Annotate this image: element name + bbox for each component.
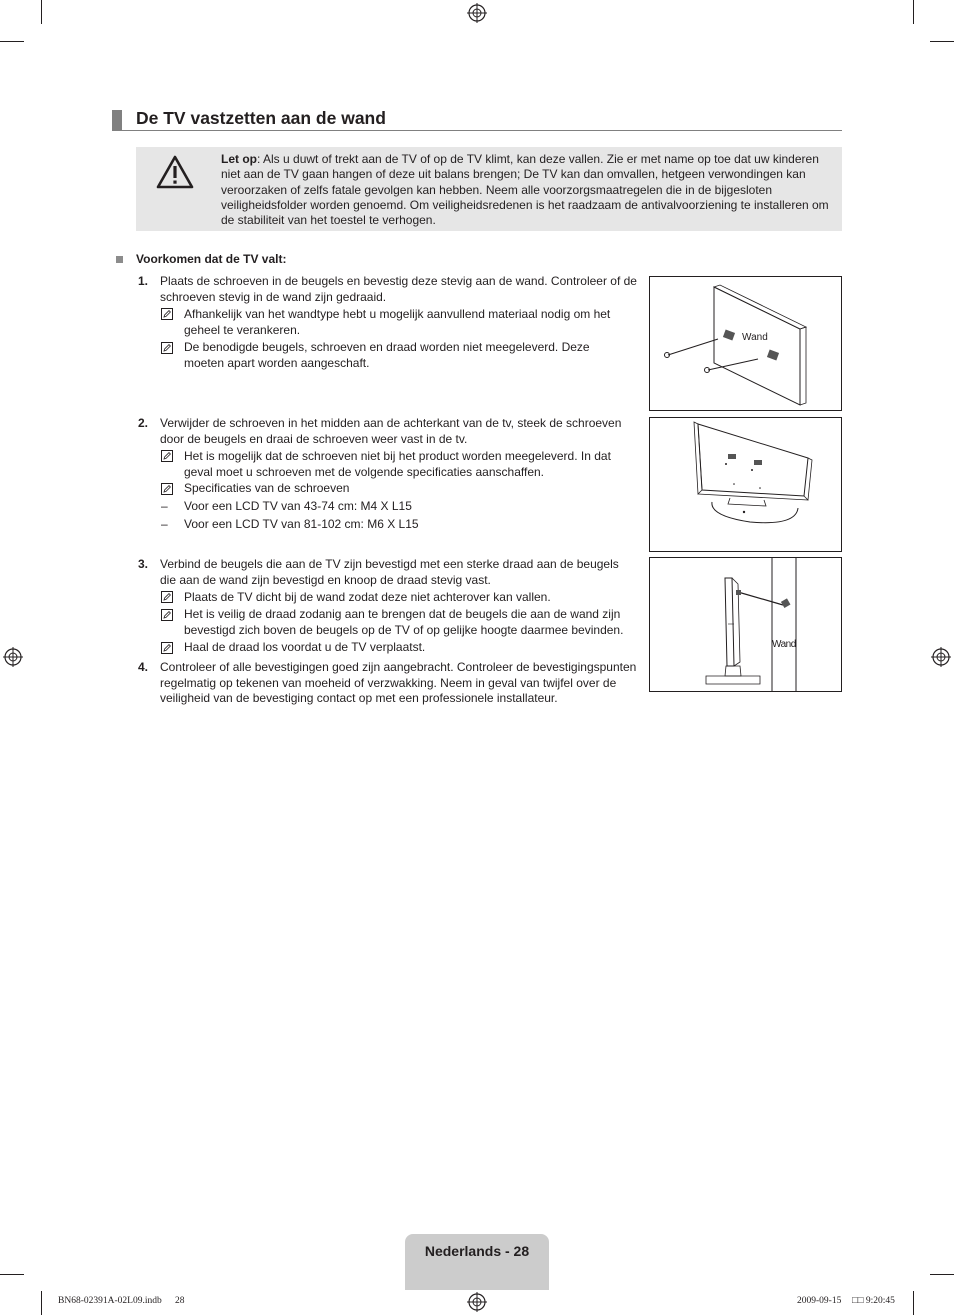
crop-mark [41,1291,42,1315]
note-icon [161,483,173,495]
note-text: Haal de draad los voordat u de TV verplaatst. [184,640,426,654]
note-icon [161,642,173,654]
caution-box [136,147,842,231]
wall-label: Wand [772,639,796,650]
note-icon [161,342,173,354]
wall-label: Wand [742,332,768,343]
crop-mark [913,0,914,24]
page-number-label: Nederlands - 28 [424,1243,530,1259]
caution-text [221,152,833,228]
note-text: Plaats de TV dicht bij de wand zodat deze niet achterover kan vallen. [184,590,551,604]
subheading: Voorkomen dat de TV valt: [136,252,287,266]
dash-bullet: – [161,499,168,513]
step-text: Verwijder de schroeven in het midden aan de achterkant van de tv, steek de schroeven door de beugels en draai de schroeven weer vast in de tv. [160,416,622,446]
note-icon [161,609,173,621]
step-text: Plaats de schroeven in de beugels en bevestig deze stevig aan de wand. Controleer of de schroeven stevig in de wand zijn gedraaid. [160,274,637,304]
crop-mark [930,1274,954,1275]
note-text: Specificaties van de schroeven [184,481,350,495]
note-icon [161,308,173,320]
slug-date: 2009-09-15 [797,1296,842,1306]
slug-file: BN68-02391A-02L09.indb [58,1296,162,1306]
title-divider [112,130,842,131]
figure-tv-back [649,417,842,552]
note-text: Het is veilig de draad zodanig aan te brengen dat de beugels die aan de wand zijn bevestigd zich boven de beugels op de TV of op gelijke hoogte daarmee bevinden. [184,607,624,637]
step-text: Controleer of alle bevestigingen goed zijn aangebracht. Controleer de bevestigingspunten regelmatig op tekenen van moeheid of verzwakking. Neem in geval van twijfel over de veiligheid van de bevestiging contact op met een professionele installateur. [160,660,637,706]
crop-mark [913,1291,914,1315]
spec-item: Voor een LCD TV van 81-102 cm: M6 X L15 [184,517,419,531]
crop-mark [930,41,954,42]
slug-page: 28 [175,1296,185,1306]
dash-bullet: – [161,517,168,531]
warning-icon [156,155,194,189]
crop-mark [0,1274,24,1275]
registration-mark-icon [931,647,951,667]
step-number: 1. [138,274,149,288]
tv-back-illustration [650,418,841,551]
note-text: Afhankelijk van het wandtype hebt u mogelijk aanvullend materiaal nodig om het geheel te verankeren. [184,307,611,337]
step-number: 3. [138,557,149,571]
figure-tv-wall-cord [649,557,842,692]
caution-label: Let op [221,152,257,166]
page-title: De TV vastzetten aan de wand [136,108,386,128]
crop-mark [0,41,24,42]
title-marker [112,110,122,131]
note-icon [161,591,173,603]
step-text: Verbind de beugels die aan de TV zijn bevestigd met een sterke draad aan de beugels die aan de wand zijn bevestigd en knoop de draad stevig vast. [160,557,619,587]
spec-item: Voor een LCD TV van 43-74 cm: M4 X L15 [184,499,412,513]
registration-mark-icon [3,647,23,667]
slug-time: □□ 9:20:45 [852,1296,895,1306]
note-icon [161,450,173,462]
figure-wall-brackets [649,276,842,411]
caution-body: : Als u duwt of trekt aan de TV of op de TV klimt, kan deze vallen. Zie er met name op toe dat uw kinderen niet aan de TV gaan hangen of deze uit balans brengen; De TV kan dan omvallen, hetgeen verwondingen kan veroorzaken of zelfs fatale gevolgen kan hebben. Neem alle voorzorgsmaatregelen die in de bijgesloten veiligheidsfolder worden genoemd. Om veiligheidsredenen is het raadzaam de antivalvoorziening te installeren om de stabiliteit van het toestel te verhogen. [221,152,829,228]
bullet-square-icon [116,256,123,263]
step-number: 2. [138,416,149,430]
step-number: 4. [138,660,149,674]
note-text: De benodigde beugels, schroeven en draad worden niet meegeleverd. Deze moeten apart worden aangeschaft. [184,340,590,370]
registration-mark-icon [467,3,487,23]
tv-wall-cord-illustration [650,558,841,691]
note-text: Het is mogelijk dat de schroeven niet bij het product worden meegeleverd. In dat geval moet u schroeven met de volgende specificaties aanschaffen. [184,449,611,479]
crop-mark [41,0,42,24]
registration-mark-icon [467,1292,487,1312]
